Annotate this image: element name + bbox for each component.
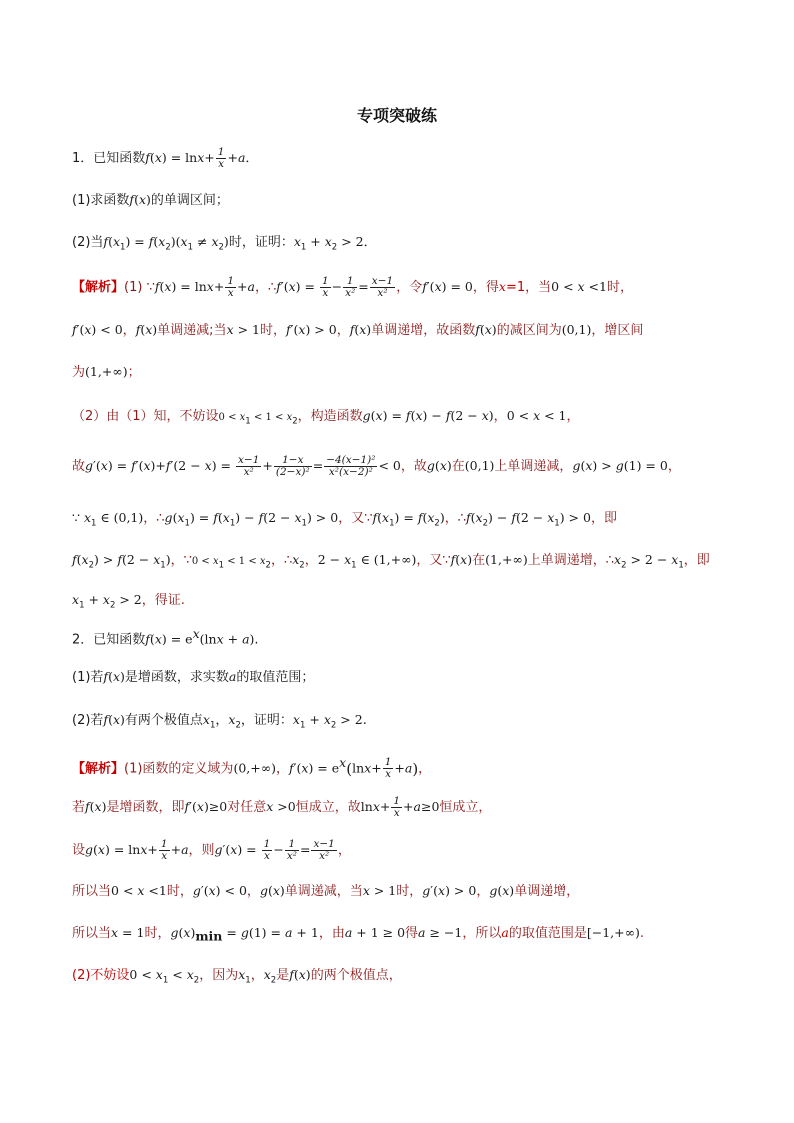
solution-1-line-8: $x_1 + x_2 > 2$，得证.	[72, 592, 185, 611]
solution-1-line-2: f′(x) < 0，f(x)单调递减;当x > 1时，f′(x) > 0，f(x)单调递增，故函数f(x)的减区间为(0,1)，增区间	[72, 322, 644, 338]
solution-2-line-5: 所以当x = 1时，$g(x)_{min} = g(1) = a + 1$，由a + 1 ≥ 0得a ≥ −1，所以a的取值范围是[−1,+∞).	[72, 925, 645, 944]
solution-1-line-4: （2）由（1）知，不妨设$0 < x_1 < 1 < x_2$，构造函数g(x) = f(x) − f(2 − x)，0 < x < 1，	[72, 408, 580, 427]
solution-1-line-7: $f(x_2) > f(2 - x_1)$，∵0 < $x_1 < 1 < x_2$，$\therefore x_2$，$2 - x_1$ ∈ (1,+∞)，又∵f(x)在(1,+∞)上单调递增，$\therefore x_2 > 2 - x_1$，即	[72, 552, 710, 571]
solution-2-line-6: (2)不妨设$0 < x_1 < x_2$，因为$x_1$，$x_2$是f(x)的两个极值点，	[72, 967, 402, 986]
solution-2-line-2: 若f(x)是增函数，即f′(x)≥0对任意x >0恒成立，故lnx+ $\frac{1}{x}$ +a≥0恒成立，	[72, 795, 492, 819]
problem-2-part-1: (1)若f(x)是增函数，求实数a的取值范围；	[72, 669, 315, 685]
solution-2-line-4: 所以当0 < x <1时，g′(x) < 0，g(x)单调递减，当x > 1时，g′(x) > 0，g(x)单调递增，	[72, 883, 580, 899]
solution-1-line-6: ∵ $x_1$ ∈ (0,1)，$\therefore g(x_1) = f(x_1) - f(2 - x_1) > 0$，又$\because f(x_1) = f(x_2)$，$\therefore f(x_2) - f(2 - x_1) > 0$，即	[72, 510, 617, 529]
solution-1-line-1: 【解析】(1) ∵f(x) = lnx+ $\frac{1}{x}$ +a，∴f′(x) = $\frac{1}{x}$ − $\frac{1}{\text{x²}}$ = $\frac{x-1}{\text{x²}}$ ，令f′(x) = 0，得x=1，当0 < x <1时，	[72, 275, 633, 299]
solution-2-line-1: 【解析】(1)函数的定义域为(0,+∞)，$f'(x) = e^x(\ln x+$ $\frac{1}{x}$ +a)，	[72, 755, 432, 781]
problem-2-statement: 2．已知函数$f(x) = e^x(\ln x + a)$.	[72, 626, 259, 648]
page-title: 专项突破练	[356, 106, 437, 125]
problem-1-part-1: (1)求函数f(x)的单调区间；	[72, 192, 229, 208]
solution-1-line-5: 故g′(x) = f′(x)+f′(2 − x) = $\frac{x-1}{\text{x²}}$ + $\frac{1-x}{\text{(2−x)²}}$ = $\frac{\text{−4(x−1)²}}{\text{x²(x−2)²}}$ < 0，故g(x)在(0,1)上单调递减，g(x) > g(1) = 0，	[72, 454, 681, 478]
solution-2-line-3: 设g(x) = lnx+ $\frac{1}{x}$ +a，则g′(x) = $\frac{1}{x}$ − $\frac{1}{\text{x²}}$ = $\frac{x-1}{\text{x²}}$ ，	[72, 838, 351, 862]
problem-1-statement: 1．已知函数f(x) = lnx+ $\frac{1}{x}$ +a．	[72, 146, 259, 170]
problem-1-part-2: (2)当$f(x_1) = f(x_2)(x_1 \ne x_2)$时，证明：$x_1 + x_2 > 2$．	[72, 234, 377, 253]
solution-1-line-3: 为(1,+∞)；	[72, 364, 141, 380]
problem-2-part-2: (2)若f(x)有两个极值点$x_1$，$x_2$，证明：$x_1 + x_2 > 2$.	[72, 712, 367, 731]
